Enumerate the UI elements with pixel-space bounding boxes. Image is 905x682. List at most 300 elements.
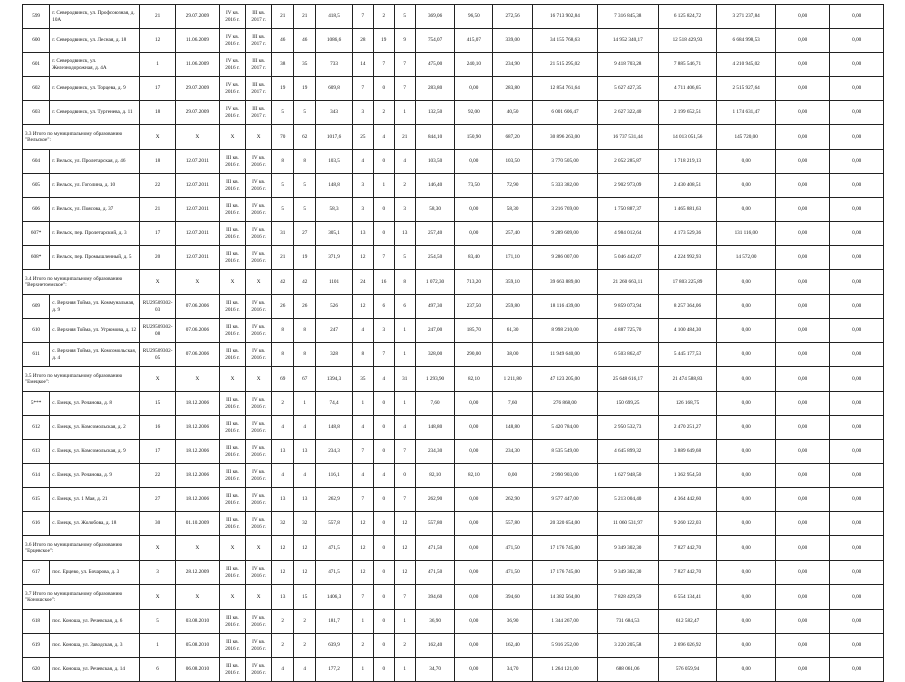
table-cell: 9 577 447,00 (532, 488, 597, 512)
table-cell: 21 (294, 5, 316, 29)
table-cell: 14 382 564,00 (532, 585, 597, 610)
table-cell: 2 (272, 610, 294, 634)
subtotal-row (23, 585, 884, 610)
table-cell: 35 (294, 53, 316, 77)
table-cell: 30 (140, 512, 176, 536)
table-cell: 4 (394, 416, 415, 440)
table-cell: 4 (272, 658, 294, 682)
table-cell: 0 (373, 392, 394, 416)
table-cell: 5 046 442,07 (597, 246, 658, 270)
table-cell: 0,00 (717, 392, 776, 416)
table-cell: с. Верхняя Тойма, ул. Угрюмова, д. 12 (50, 319, 140, 343)
table-cell: 5 420 784,00 (532, 416, 597, 440)
table-cell: 0,00 (830, 222, 884, 246)
table-cell: 92,00 (455, 101, 493, 125)
table-cell: 21 (394, 125, 415, 150)
table-cell: 639,9 (316, 634, 353, 658)
housing-program-table (22, 4, 884, 682)
table-row (23, 295, 884, 319)
table-cell: X (219, 367, 245, 392)
table-cell: 272,56 (493, 5, 533, 29)
table-cell: 262,9 (316, 488, 353, 512)
table-cell: 0,00 (830, 512, 884, 536)
table-cell: 7 827 442,70 (658, 536, 717, 561)
table-cell: 1 344 267,00 (532, 610, 597, 634)
table-cell: 0,00 (830, 536, 884, 561)
table-cell: 1 (352, 610, 373, 634)
table-cell: 0,00 (455, 77, 493, 101)
table-cell: 2 (272, 634, 294, 658)
table-cell: 1394,3 (316, 367, 353, 392)
table-cell: 576 059,94 (658, 658, 717, 682)
table-cell: 13 (272, 488, 294, 512)
table-cell: 2 052 285,87 (597, 150, 658, 174)
table-cell: 39 663 889,00 (532, 270, 597, 295)
table-cell: IV кв. 2016 г. (246, 198, 272, 222)
table-cell: 0,00 (717, 150, 776, 174)
table-cell: 103,50 (493, 150, 533, 174)
table-cell: 0,00 (717, 561, 776, 585)
table-cell: 328,00 (415, 343, 455, 367)
table-cell: 36,90 (415, 610, 455, 634)
table-row (23, 174, 884, 198)
table-cell: 0,00 (455, 536, 493, 561)
table-cell: 12 (394, 561, 415, 585)
table-cell: 0,00 (717, 367, 776, 392)
table-cell: 0 (373, 77, 394, 101)
table-cell: 7 (352, 585, 373, 610)
table-cell: 603 (23, 101, 50, 125)
table-cell: 181,7 (316, 610, 353, 634)
table-cell: 283,80 (493, 77, 533, 101)
table-cell: 617 (23, 561, 50, 585)
table-cell: 305,1 (316, 222, 353, 246)
table-cell: 8 998 210,00 (532, 319, 597, 343)
table-cell: 1 264 121,00 (532, 658, 597, 682)
table-cell: 0,00 (717, 440, 776, 464)
table-cell: 46 (272, 29, 294, 53)
table-cell: 14 952 340,17 (597, 29, 658, 53)
table-cell: 7 (394, 440, 415, 464)
table-cell: 12 (352, 561, 373, 585)
table-cell: 1 (394, 658, 415, 682)
table-cell: 7,60 (415, 392, 455, 416)
table-cell: III кв. 2016 г. (219, 610, 245, 634)
table-cell: 2 (294, 634, 316, 658)
table-cell: 731 684,53 (597, 610, 658, 634)
table-cell: 0,00 (830, 488, 884, 512)
table-cell: 13 (272, 440, 294, 464)
table-cell: 0,00 (775, 295, 829, 319)
table-cell: 0,00 (775, 246, 829, 270)
table-cell: 3 271 237,84 (717, 5, 776, 29)
table-cell: 0,00 (775, 416, 829, 440)
table-row (23, 561, 884, 585)
table-cell: 237,50 (455, 295, 493, 319)
table-cell: 0,00 (717, 512, 776, 536)
table-cell: 5 (294, 198, 316, 222)
table-cell: пос. Коноша, ул. Речевская, д. 14 (50, 658, 140, 682)
table-cell: 0,00 (830, 440, 884, 464)
table-cell: 0,00 (775, 634, 829, 658)
table-cell: 7 (394, 488, 415, 512)
table-cell: 0,00 (455, 634, 493, 658)
table-cell: 19 (373, 29, 394, 53)
table-cell: 3 (373, 319, 394, 343)
table-cell: IV кв. 2016 г. (246, 464, 272, 488)
table-cell: 234,90 (493, 53, 533, 77)
table-cell: 0,00 (775, 125, 829, 150)
table-cell: 1 465 881,63 (658, 198, 717, 222)
table-cell: 1406,3 (316, 585, 353, 610)
table-cell: 3 220 205,58 (597, 634, 658, 658)
table-cell: 18 116 439,00 (532, 295, 597, 319)
table-cell: X (140, 367, 176, 392)
table-cell: 262,90 (415, 488, 455, 512)
table-cell: 1 (394, 392, 415, 416)
table-cell: IV кв. 2016 г. (246, 610, 272, 634)
table-cell: 0,00 (830, 77, 884, 101)
table-cell: 5 333 382,00 (532, 174, 597, 198)
table-cell: 0,00 (717, 610, 776, 634)
table-cell: 5 (272, 198, 294, 222)
table-cell: 12 (272, 561, 294, 585)
table-cell: 599 (23, 5, 50, 29)
table-cell: 1 750 887,37 (597, 198, 658, 222)
table-cell: III кв. 2016 г. (219, 222, 245, 246)
table-cell: 05.08.2010 (175, 634, 219, 658)
table-cell: 262,90 (493, 488, 533, 512)
table-cell: 73,50 (455, 174, 493, 198)
table-cell: 25 648 616,17 (597, 367, 658, 392)
table-cell: 247 (316, 319, 353, 343)
table-cell: 9 (394, 29, 415, 53)
subtotal-row (23, 270, 884, 295)
table-row (23, 488, 884, 512)
table-cell: 557,80 (493, 512, 533, 536)
table-cell: 394,60 (415, 585, 455, 610)
table-cell: 1 (373, 174, 394, 198)
subtotal-label: 3.7 Итого по муниципальному образованию "Коношское": (23, 585, 140, 610)
subtotal-row (23, 536, 884, 561)
table-cell: 0,00 (775, 343, 829, 367)
table-cell: 8 257 364,06 (658, 295, 717, 319)
table-cell: 0,00 (830, 246, 884, 270)
table-cell: 844,10 (415, 125, 455, 150)
table-cell: 28 (352, 29, 373, 53)
table-cell: 6 554 134,41 (658, 585, 717, 610)
table-cell: 1 (140, 53, 176, 77)
table-cell: 0,00 (455, 585, 493, 610)
table-cell: 0,00 (830, 392, 884, 416)
table-cell: IV кв. 2016 г. (246, 440, 272, 464)
table-cell: 0,00 (830, 658, 884, 682)
table-cell: X (140, 125, 176, 150)
table-cell: IV кв. 2016 г. (246, 246, 272, 270)
table-cell: 0 (373, 536, 394, 561)
table-cell: 602 (23, 77, 50, 101)
table-cell: 11.06.2009 (175, 29, 219, 53)
table-cell: X (140, 585, 176, 610)
table-cell: III кв. 2017 г. (246, 53, 272, 77)
table-cell: III кв. 2016 г. (219, 295, 245, 319)
table-cell: 5 213 004,40 (597, 488, 658, 512)
table-cell: 1086,6 (316, 29, 353, 53)
table-cell: 32 (294, 512, 316, 536)
subtotal-row (23, 367, 884, 392)
table-cell: г. Северодвинск, ул. Тургенева, д. 11 (50, 101, 140, 125)
table-cell: 62 (294, 125, 316, 150)
table-cell: 5 445 177,53 (658, 343, 717, 367)
table-cell: 34,70 (493, 658, 533, 682)
table-cell: г. Вельск, ул. Пролетарская, д. 46 (50, 150, 140, 174)
table-cell: 58,3 (316, 198, 353, 222)
table-cell: г. Вельск, пер. Пролетарский, д. 3 (50, 222, 140, 246)
table-cell: 14 572,00 (717, 246, 776, 270)
table-cell: 18 (140, 150, 176, 174)
table-cell: 526 (316, 295, 353, 319)
table-cell: 4 224 992,93 (658, 246, 717, 270)
table-cell: 2 (294, 610, 316, 634)
table-cell: X (246, 270, 272, 295)
table-cell: с. Емецк, ул. Комсомольская, д. 2 (50, 416, 140, 440)
table-body (23, 5, 884, 682)
table-cell: 1 211,80 (493, 367, 533, 392)
table-cell: 7 (352, 5, 373, 29)
table-cell: с. Емецк, ул. Рочанова, д. 9 (50, 464, 140, 488)
table-cell: 4 (373, 464, 394, 488)
table-row (23, 29, 884, 53)
table-cell: 0,00 (830, 367, 884, 392)
table-cell: 0,00 (717, 198, 776, 222)
table-cell: 12 (140, 29, 176, 53)
table-cell: 12 (394, 536, 415, 561)
table-cell: 0 (394, 464, 415, 488)
table-cell: г. Вельск, ул. Гоголина, д. 10 (50, 174, 140, 198)
table-cell: III кв. 2017 г. (246, 77, 272, 101)
table-cell: 7,60 (493, 392, 533, 416)
table-cell: 148,80 (493, 416, 533, 440)
table-cell: 11.06.2009 (175, 53, 219, 77)
table-cell: 12 (352, 512, 373, 536)
table-cell: 283,80 (415, 77, 455, 101)
table-cell: 5 (394, 246, 415, 270)
table-cell: 11 060 531,97 (597, 512, 658, 536)
table-cell: 0,00 (830, 585, 884, 610)
table-cell: 0,00 (830, 29, 884, 53)
table-cell: 69 (272, 367, 294, 392)
table-cell: 1 (394, 319, 415, 343)
table-cell: 0,00 (717, 295, 776, 319)
table-cell: 0 (373, 416, 394, 440)
table-cell: 612 (23, 416, 50, 440)
table-cell: X (246, 585, 272, 610)
table-cell: 17 (140, 77, 176, 101)
table-cell: 0,00 (455, 440, 493, 464)
table-cell: RU29509302-05 (140, 343, 176, 367)
table-cell: 0,00 (775, 561, 829, 585)
table-cell: 8 (272, 319, 294, 343)
table-cell: 2 (373, 101, 394, 125)
table-cell: г. Северодвинск, ул. Железнодорожная, д. 4А (50, 53, 140, 77)
table-cell: 148,80 (415, 416, 455, 440)
table-cell: 0,00 (830, 5, 884, 29)
table-cell: IV кв. 2016 г. (246, 488, 272, 512)
table-cell: 0,00 (775, 198, 829, 222)
table-cell: X (219, 536, 245, 561)
table-cell: III кв. 2016 г. (219, 198, 245, 222)
table-cell: 32 (272, 512, 294, 536)
table-cell: 1017,6 (316, 125, 353, 150)
table-cell: 415,07 (455, 29, 493, 53)
table-cell: 132,50 (415, 101, 455, 125)
table-cell: 4 (272, 416, 294, 440)
table-cell: 616 (23, 512, 50, 536)
table-cell: 0,00 (775, 5, 829, 29)
table-cell: 4 210 945,02 (717, 53, 776, 77)
table-cell: 0,00 (455, 488, 493, 512)
table-row (23, 246, 884, 270)
table-cell: 4 173 529,36 (658, 222, 717, 246)
table-cell: 0,00 (775, 512, 829, 536)
table-cell: 15 (140, 392, 176, 416)
table-cell: 475,00 (415, 53, 455, 77)
table-cell: 0,00 (830, 561, 884, 585)
table-cell: 7 (352, 440, 373, 464)
table-cell: X (140, 536, 176, 561)
table-cell: 4 645 899,32 (597, 440, 658, 464)
table-cell: 4 100 484,30 (658, 319, 717, 343)
table-cell: 0,00 (717, 416, 776, 440)
table-cell: 606 (23, 198, 50, 222)
table-cell: 0,00 (830, 464, 884, 488)
table-cell: 3 216 769,00 (532, 198, 597, 222)
table-cell: 29.07.2009 (175, 77, 219, 101)
table-cell: 4 984 012,64 (597, 222, 658, 246)
table-cell: 0 (373, 561, 394, 585)
table-cell: 145 720,00 (717, 125, 776, 150)
table-row (23, 464, 884, 488)
table-cell: IV кв. 2016 г. (246, 295, 272, 319)
table-cell: 7 (394, 53, 415, 77)
table-cell: 16 713 902,84 (532, 5, 597, 29)
table-cell: 0,00 (717, 464, 776, 488)
table-cell: 0,00 (717, 319, 776, 343)
table-cell: 3 (394, 198, 415, 222)
table-cell: X (246, 125, 272, 150)
table-cell: 7 (373, 343, 394, 367)
table-cell: 2 515 927,64 (717, 77, 776, 101)
table-cell: 82,10 (415, 464, 455, 488)
table-cell: 4 (272, 464, 294, 488)
table-cell: 605 (23, 174, 50, 198)
table-cell: 0,00 (717, 488, 776, 512)
table-cell: III кв. 2016 г. (219, 512, 245, 536)
subtotal-label: 3.3 Итого по муниципальному образованию "Вельское": (23, 125, 140, 150)
table-cell: RU29509302-03 (140, 295, 176, 319)
table-cell: 5 (140, 610, 176, 634)
table-cell: 8 535 549,00 (532, 440, 597, 464)
table-cell: 0,00 (775, 53, 829, 77)
table-cell: 0,00 (830, 125, 884, 150)
table-cell: 0 (373, 658, 394, 682)
table-cell: 03.08.2010 (175, 610, 219, 634)
table-cell: 2 (394, 174, 415, 198)
table-cell: 276 868,00 (532, 392, 597, 416)
table-cell: 2 696 026,92 (658, 634, 717, 658)
table-cell: 18.12.2006 (175, 488, 219, 512)
table-cell: 38,00 (493, 343, 533, 367)
table-row (23, 416, 884, 440)
table-cell: 07.06.2006 (175, 319, 219, 343)
table-cell: 1 (394, 343, 415, 367)
table-cell: 754,07 (415, 29, 455, 53)
table-row (23, 610, 884, 634)
table-cell: 497,30 (415, 295, 455, 319)
table-cell: III кв. 2016 г. (219, 246, 245, 270)
table-cell: 30 896 263,00 (532, 125, 597, 150)
table-cell: 12 (294, 536, 316, 561)
table-cell: 9 260 122,03 (658, 512, 717, 536)
table-cell: 40,50 (493, 101, 533, 125)
table-cell: III кв. 2016 г. (219, 319, 245, 343)
subtotal-row (23, 125, 884, 150)
table-cell: 418,5 (316, 5, 353, 29)
table-cell: 557,8 (316, 512, 353, 536)
table-cell: 0,00 (717, 270, 776, 295)
table-cell: г. Вельск, ул. Поясова, д. 37 (50, 198, 140, 222)
table-cell: X (175, 367, 219, 392)
table-row (23, 222, 884, 246)
table-cell: 13 (394, 222, 415, 246)
table-cell: 5 916 252,00 (532, 634, 597, 658)
table-cell: 0,00 (830, 174, 884, 198)
table-cell: 58,30 (493, 198, 533, 222)
table-cell: 31 (394, 367, 415, 392)
table-cell: 7 (352, 77, 373, 101)
table-cell: г. Вельск, пер. Промышленный, д. 5 (50, 246, 140, 270)
table-cell: 240,10 (455, 53, 493, 77)
table-cell: 247,00 (415, 319, 455, 343)
table-cell: 17 176 745,00 (532, 536, 597, 561)
table-cell: 1 (394, 610, 415, 634)
table-cell: 29.07.2009 (175, 5, 219, 29)
table-cell: IV кв. 2016 г. (246, 561, 272, 585)
table-cell: 254,50 (415, 246, 455, 270)
table-cell: 67 (294, 367, 316, 392)
table-cell: 12 518 429,93 (658, 29, 717, 53)
table-cell: 0,00 (775, 488, 829, 512)
table-cell: 0,00 (775, 77, 829, 101)
table-cell: 2 199 652,51 (658, 101, 717, 125)
table-cell: 601 (23, 53, 50, 77)
table-cell: III кв. 2016 г. (219, 174, 245, 198)
table-cell: 4 (352, 464, 373, 488)
table-cell: 2 902 973,09 (597, 174, 658, 198)
table-cell: 12 854 761,64 (532, 77, 597, 101)
table-cell: 2 470 251,27 (658, 416, 717, 440)
table-cell: IV кв. 2016 г. (246, 319, 272, 343)
table-cell: 3 (140, 561, 176, 585)
table-cell: 328 (316, 343, 353, 367)
table-cell: 14 013 051,56 (658, 125, 717, 150)
table-cell: 12.07.2011 (175, 246, 219, 270)
table-cell: 148,8 (316, 174, 353, 198)
table-cell: 1 (394, 101, 415, 125)
table-cell: 9 286 007,00 (532, 246, 597, 270)
table-cell: III кв. 2016 г. (219, 634, 245, 658)
table-cell: 13 (294, 488, 316, 512)
